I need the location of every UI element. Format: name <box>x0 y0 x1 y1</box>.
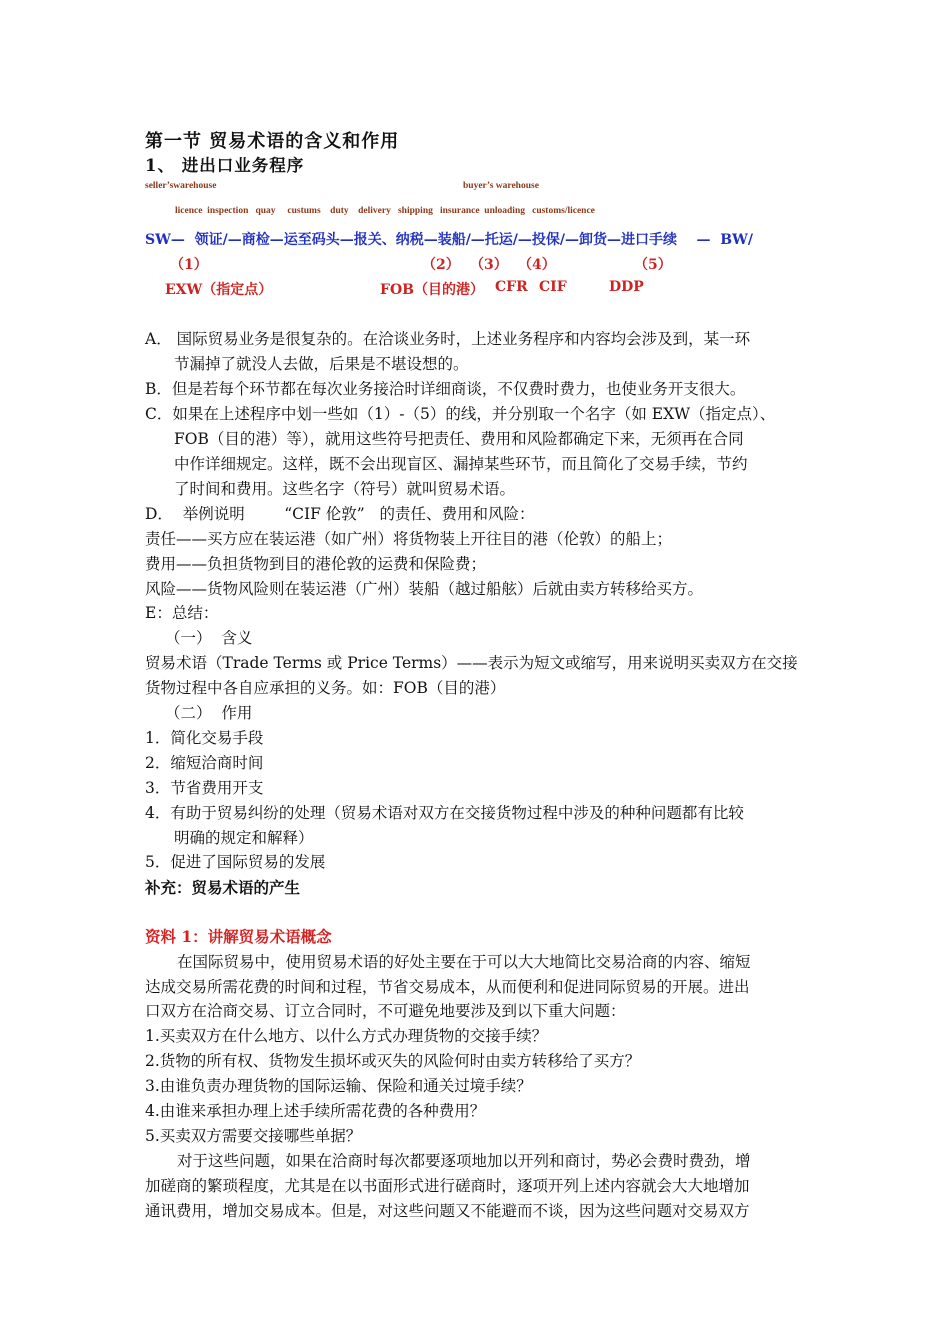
closing-paragraph-line: 对于这些问题，如果在洽商时每次都要逐项地加以开列和商讨，势必会费时费劲，增 <box>177 1152 751 1170</box>
material-paragraph-line: 达成交易所需花费的时间和过程，节省交易成本，从而便利和促进同际贸易的开展。进出 <box>145 978 750 996</box>
question-item: 1.买卖双方在什么地方、以什么方式办理货物的交接手续？ <box>145 1027 548 1045</box>
sub-heading: 1、 进出口业务程序 <box>145 156 305 175</box>
function-item: 4．有助于贸易纠纷的处理（贸易术语对双方在交接货物过程中涉及的种种问题都有比较 <box>145 804 744 822</box>
paragraph-c-line: FOB（目的港）等），就用这些符号把责任、费用和风险都确定下来，无须再在合同 <box>174 430 744 448</box>
section-title: 第一节 贸易术语的含义和作用 <box>145 131 400 152</box>
function-item: 2．缩短洽商时间 <box>145 754 264 772</box>
mark-1: （1） <box>170 257 208 273</box>
material-1-title: 资料 1：讲解贸易术语概念 <box>145 927 332 946</box>
paragraph-b-line: B．但是若每个环节都在每次业务接洽时详细商谈，不仅费时费力，也使业务开支很大。 <box>145 380 746 398</box>
mark-3: （3） <box>470 257 508 273</box>
mark-2: （2） <box>422 257 460 273</box>
term-ddp: DDP <box>609 279 644 295</box>
mark-4: （4） <box>518 257 556 273</box>
summary-heading: E：总结： <box>145 604 219 622</box>
term-exw: EXW（指定点） <box>165 282 273 298</box>
question-item: 2.货物的所有权、货物发生损坏或灭失的风险何时由卖方转移给了买方？ <box>145 1052 641 1070</box>
paragraph-c-line: 中作详细规定。这样，既不会出现盲区、漏掉某些环节，而且简化了交易手续，节约 <box>174 455 748 473</box>
material-paragraph-line: 口双方在洽商交易、订立合同时，不可避免地要涉及到以下重大问题： <box>145 1002 626 1020</box>
responsibility-line: 责任——买方应在装运港（如广州）将货物装上开往目的港（伦敦）的船上； <box>145 530 673 548</box>
paragraph-d-line: D． 举例说明 “CIF 伦敦” 的责任、费用和风险： <box>145 505 535 523</box>
term-fob: FOB（目的港） <box>380 282 484 298</box>
definition-line: 货物过程中各自应承担的义务。如：FOB（目的港） <box>145 679 506 697</box>
closing-paragraph-line: 加磋商的繁琐程度，尤其是在以书面形式进行磋商时，逐项开列上述内容就会大大地增加 <box>145 1177 750 1195</box>
paragraph-c-line: C．如果在上述程序中划一些如（1）-（5）的线，并分别取一个名字（如 EXW（指定点）、 <box>145 405 776 423</box>
cost-line: 费用——负担货物到目的港伦敦的运费和保险费； <box>145 555 487 573</box>
function-item: 1．简化交易手段 <box>145 729 264 747</box>
paragraph-a-line: A． 国际贸易业务是很复杂的。在洽谈业务时，上述业务程序和内容均会涉及到，某一环 <box>145 330 751 348</box>
meaning-heading: （一） 含义 <box>165 629 253 647</box>
function-heading: （二） 作用 <box>165 704 253 722</box>
supplement-heading: 补充：贸易术语的产生 <box>145 878 301 897</box>
process-chain: SW— 领证/—商检—运至码头—报关、纳税—装船/—托运/—投保/—卸货—进口手续 — BW/ <box>145 232 753 248</box>
question-item: 3.由谁负责办理货物的国际运输、保险和通关过境手续？ <box>145 1077 532 1095</box>
paragraph-a-line: 节漏掉了就没人去做，后果是不堪设想的。 <box>174 355 469 373</box>
material-paragraph-line: 在国际贸易中，使用贸易术语的好处主要在于可以大大地简比交易洽商的内容、缩短 <box>177 953 751 971</box>
function-item: 5．促进了国际贸易的发展 <box>145 853 326 871</box>
risk-line: 风险——货物风险则在装运港（广州）装船（越过船舷）后就由卖方转移给买方。 <box>145 580 704 598</box>
closing-paragraph-line: 通讯费用，增加交易成本。但是，对这些问题又不能避而不谈，因为这些问题对交易双方 <box>145 1202 750 1220</box>
term-cfr: CFR <box>495 279 528 295</box>
paragraph-c-line: 了时间和费用。这些名字（符号）就叫贸易术语。 <box>174 480 516 498</box>
function-item: 明确的规定和解释） <box>174 829 314 847</box>
seller-warehouse-label: seller’swarehouse <box>145 181 217 191</box>
question-item: 4.由谁来承担办理上述手续所需花费的各种费用？ <box>145 1102 486 1120</box>
function-item: 3．节省费用开支 <box>145 779 264 797</box>
question-item: 5.买卖双方需要交接哪些单据？ <box>145 1127 362 1145</box>
buyer-warehouse-label: buyer’s warehouse <box>463 181 539 191</box>
definition-line: 贸易术语（Trade Terms 或 Price Terms）——表示为短文或缩写，用来说明买卖双方在交接 <box>145 654 798 672</box>
term-cif: CIF <box>539 279 567 295</box>
process-steps-english: licence inspection quay custums duty delivery shipping insurance unloading customs/licence <box>175 206 595 216</box>
mark-5: （5） <box>634 257 672 273</box>
